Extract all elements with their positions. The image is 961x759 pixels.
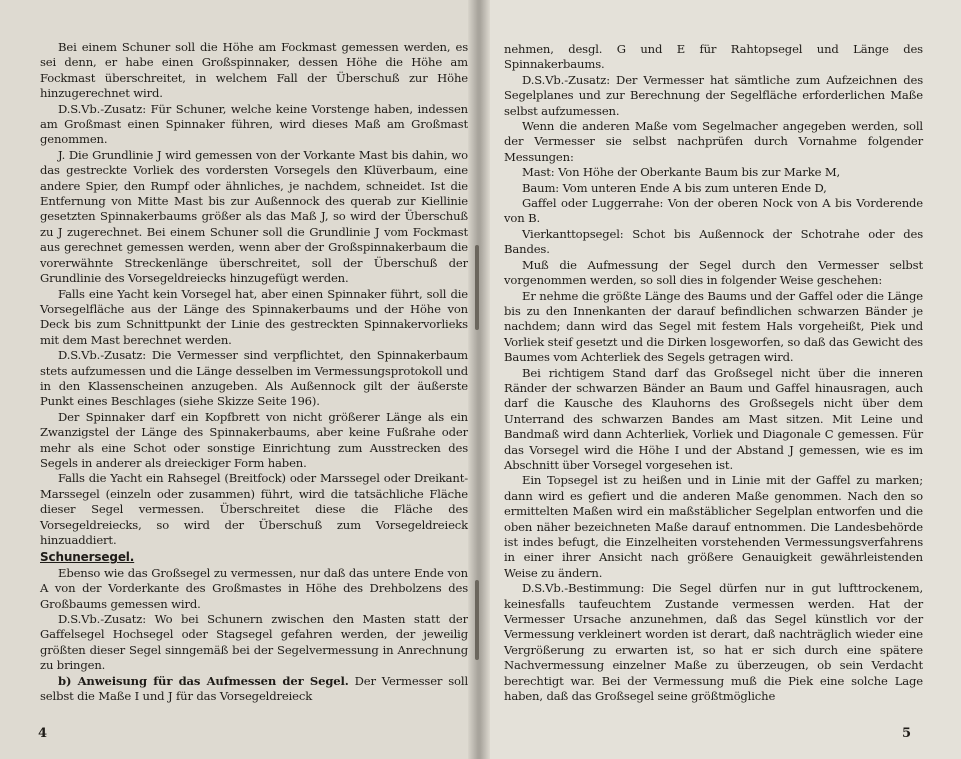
paragraph: D.S.Vb.-Bestimmung: Die Segel dürfen nur in gut lufttrockenem, keinesfalls taufeuchtem Zustande vermessen werden. Hat der Vermesser Ursache anzunehmen, daß das Segel künstlich vor der Vermessung verkleinert worden ist derart, daß nachträglich wieder eine Vergrößerung zu erwarten ist, so hat er sich durch eine spätere Nachvermessung einzelner Maße zu überzeugen, ob sein Verdacht berechtigt war. Bei der Vermessung muß die Piek eine solche Lage haben, daß das Großsegel seine größtmögliche — [504, 581, 923, 704]
paragraph: Wenn die anderen Maße vom Segelmacher angegeben werden, soll der Vermesser sie selbst nachprüfen durch Vornahme folgender Messungen: — [504, 119, 923, 164]
paragraph: D.S.Vb.-Zusatz: Der Vermesser hat sämtliche zum Aufzeichnen des Segelplanes und zur Berechnung der Segelfläche erforderlichen Maße selbst aufzumessen. — [504, 72, 923, 118]
subheading-rest: Der Vermesser soll selbst die Maße I und J für das Vorsegeldreieck — [40, 673, 469, 704]
paragraph: Falls eine Yacht kein Vorsegel hat, aber einen Spinnaker führt, soll die Vorsegelfläche aus der Länge des Spinnakerbaums und der Höhe von Deck bis zum Schnittpunkt der Linie des gestreckten Spinnakervorlieks mit dem Mast berechnet werden. — [40, 286, 468, 347]
paragraph: J. Die Grundlinie J wird gemessen von der Vorkante Mast bis dahin, wo das gestreckte Vorliek des vordersten Vorsegels den Klüverbaum, eine andere Spier, den Rumpf oder ähnliches, je nachdem, schneidet. Ist die Entfernung von Mitte Mast bis zur Außennock des querab zur Kiellinie gesetzten Spinnakerbaums größer als das Maß J, so wird der Überschuß zu J zugerechnet. Bei einem Schuner soll die Grundlinie J vom Fockmast aus gerechnet gemessen werden, wenn aber der Großspinnakerbaum die vorerwähnte Streckenlänge überschreitet, soll der Überschuß der Grundlinie des Vorsegeldreiecks hinzugefügt werden. — [40, 147, 468, 286]
paragraph: D.S.Vb.-Zusatz: Für Schuner, welche keine Vorstenge haben, indessen am Großmast einen Spinnaker führen, wird dieses Maß am Großmast genommen. — [40, 101, 468, 147]
subheading-paragraph — [40, 674, 468, 705]
measurement-item: Vierkanttopsegel: Schot bis Außennock der Schotrahe oder des Bandes. — [504, 226, 923, 257]
paragraph: D.S.Vb.-Zusatz: Die Vermesser sind verpflichtet, den Spinnakerbaum stets aufzumessen und die Länge desselben im Vermessungsprotokoll und in den Klassenscheinen anzugeben. Als Außennock gilt der äußerste Punkt eines Beschlages (siehe Skizze Seite 196). — [40, 348, 468, 409]
right-page — [478, 0, 961, 759]
measurement-item: Gaffel oder Luggerrahe: Von der oberen Nock von A bis Vorderende von B. — [504, 196, 923, 226]
paragraph: Ein Topsegel ist zu heißen und in Linie mit der Gaffel zu marken; dann wird es gefiert und die anderen Maße genommen. Nach den so ermittelten Maßen wird ein maßstäblicher Segelplan entworfen und die oben näher bezeichneten Maße darauf entnommen. Die Landesbehörde ist indes befugt, die Einzelheiten vorstehenden Vermessungsverfahrens in einer ihrer Ansicht nach größere Genauigkeit gewährleistenden Weise zu ändern. — [504, 473, 923, 580]
right-page-text — [504, 42, 923, 704]
book-gutter — [468, 0, 490, 759]
page-number: 4 — [38, 726, 48, 741]
paragraph: Muß die Aufmessung der Segel durch den Vermesser selbst vorgenommen werden, so soll dies in folgender Weise geschehen: — [504, 257, 923, 288]
paragraph: Bei einem Schuner soll die Höhe am Fockmast gemessen werden, es sei denn, er habe einen Großspinnaker, dessen Höhe die Höhe am Fockmast überschreitet, in welchem Fall der Überschuß zur Höhe hinzugerechnet wird. — [40, 40, 468, 101]
section-heading: Schunersegel. — [40, 550, 135, 565]
paragraph: Der Spinnaker darf ein Kopfbrett von nicht größerer Länge als ein Zwanzigstel der Länge des Spinnakerbaums, aber keine Fußrahe oder mehr als eine Schot oder sonstige Einrichtung zum Ausstrecken des Segels in anderer als dreieckiger Form haben. — [40, 409, 468, 470]
paragraph: D.S.Vb.-Zusatz: Wo bei Schunern zwischen den Masten statt der Gaffelsegel Hochsegel oder Stagsegel gefahren werden, der jeweilig größten dieser Segel sinngemäß bei der Segelvermessung in Anrechnung zu bringen. — [40, 612, 468, 673]
subheading: b) Anweisung für das Aufmessen der Segel. — [58, 673, 349, 688]
left-page-text — [40, 40, 468, 704]
left-page — [0, 0, 478, 759]
binding-stitch — [475, 580, 479, 660]
paragraph: nehmen, desgl. G und E für Rahtopsegel und Länge des Spinnakerbaums. — [504, 42, 923, 72]
measurement-item: Baum: Vom unteren Ende A bis zum unteren Ende D, — [522, 180, 827, 195]
page-number: 5 — [901, 726, 911, 741]
paragraph: Falls die Yacht ein Rahsegel (Breitfock) oder Marssegel oder Dreikant-Marssegel (einzeln oder zusammen) führt, wird die tatsächliche Fläche dieser Segel vermessen. Überschreitet diese die Fläche des Vorsegeldreiecks, so wird der Überschuß zum Vorsegeldreieck hinzuaddiert. — [40, 471, 468, 547]
paragraph: Er nehme die größte Länge des Baums und der Gaffel oder die Länge bis zu den Innenkanten der darauf befindlichen schwarzen Bänder je nachdem; dann wird das Segel mit festem Hals vorgeheißt, Piek und Vorliek steif gesetzt und die Dirken losgeworfen, so daß das Gewicht des Baumes vom Achterliek des Segels getragen wird. — [504, 288, 923, 365]
binding-stitch — [475, 245, 479, 330]
measurement-item: Mast: Von Höhe der Oberkante Baum bis zur Marke M, — [522, 165, 841, 180]
paragraph: Ebenso wie das Großsegel zu vermessen, nur daß das untere Ende von A von der Vorderkante des Großmastes in Höhe des Drehbolzens des Großbaums gemessen wird. — [40, 565, 468, 611]
paragraph: Bei richtigem Stand darf das Großsegel nicht über die inneren Ränder der schwarzen Bänder an Baum und Gaffel hinausragen, auch darf die Kausche des Klauhorns des Großsegels nicht über dem Unterrand des schwarzen Bandes am Mast sitzen. Mit Leine und Bandmaß wird dann Achterliek, Vorliek und Diagonale C gemessen. Für das Vorsegel wird die Höhe I und der Abstand J gemessen, wie es im Abschnitt über Vorsegel vorgesehen ist. — [504, 365, 923, 472]
